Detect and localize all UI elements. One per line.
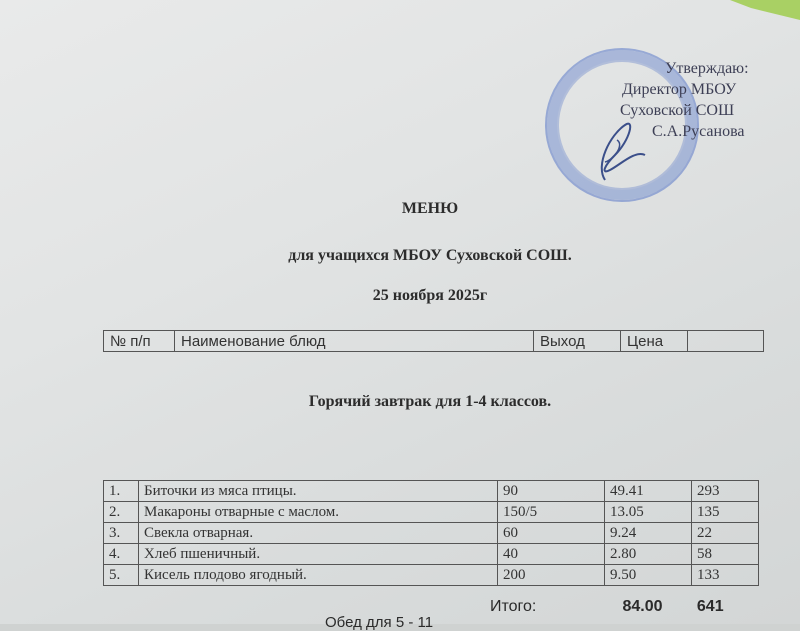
menu-subtitle: для учащихся МБОУ Суховской СОШ. <box>288 247 572 264</box>
approval-line-4: С.А.Русанова <box>652 123 745 140</box>
header-extra <box>688 331 764 352</box>
approval-line-1: Утверждаю: <box>665 60 749 77</box>
item-yield: 150/5 <box>498 502 605 523</box>
table-row <box>104 502 759 523</box>
approval-line-3: Суховской СОШ <box>620 102 735 119</box>
total-kcal: 641 <box>696 598 724 615</box>
item-price: 2.80 <box>605 544 692 565</box>
item-num: 1. <box>104 481 139 502</box>
section-title: Горячий завтрак для 1-4 классов. <box>308 393 552 410</box>
total-sum: 84.00 <box>622 598 663 615</box>
item-kcal: 293 <box>692 481 759 502</box>
item-price: 49.41 <box>605 481 692 502</box>
item-num: 2. <box>104 502 139 523</box>
item-price: 9.50 <box>605 565 692 586</box>
total-row <box>490 598 724 616</box>
table-row <box>104 523 759 544</box>
item-name: Биточки из мяса птицы. <box>139 481 498 502</box>
item-kcal: 135 <box>692 502 759 523</box>
menu-date: 25 ноября 2025г <box>372 287 488 304</box>
item-price: 13.05 <box>605 502 692 523</box>
header-price: Цена <box>621 331 688 352</box>
item-name: Кисель плодово ягодный. <box>139 565 498 586</box>
total-label: Итого: <box>490 598 537 615</box>
header-num: № п/п <box>104 331 175 352</box>
header-name: Наименование блюд <box>175 331 534 352</box>
item-name: Свекла отварная. <box>139 523 498 544</box>
table-row <box>104 544 759 565</box>
item-name: Макароны отварные с маслом. <box>139 502 498 523</box>
item-num: 3. <box>104 523 139 544</box>
header-table <box>103 330 764 352</box>
item-kcal: 58 <box>692 544 759 565</box>
item-kcal: 22 <box>692 523 759 544</box>
item-kcal: 133 <box>692 565 759 586</box>
item-num: 5. <box>104 565 139 586</box>
table-row <box>104 481 759 502</box>
menu-title: МЕНЮ <box>401 200 459 217</box>
next-section-title: Обед для 5 - 11 <box>325 614 434 631</box>
item-name: Хлеб пшеничный. <box>139 544 498 565</box>
item-yield: 200 <box>498 565 605 586</box>
item-yield: 60 <box>498 523 605 544</box>
item-yield: 40 <box>498 544 605 565</box>
menu-table <box>103 480 759 586</box>
header-row <box>104 331 764 352</box>
item-yield: 90 <box>498 481 605 502</box>
item-price: 9.24 <box>605 523 692 544</box>
item-num: 4. <box>104 544 139 565</box>
table-row <box>104 565 759 586</box>
approval-line-2: Директор МБОУ <box>622 81 737 98</box>
header-yield: Выход <box>534 331 621 352</box>
approval-block <box>620 58 749 142</box>
